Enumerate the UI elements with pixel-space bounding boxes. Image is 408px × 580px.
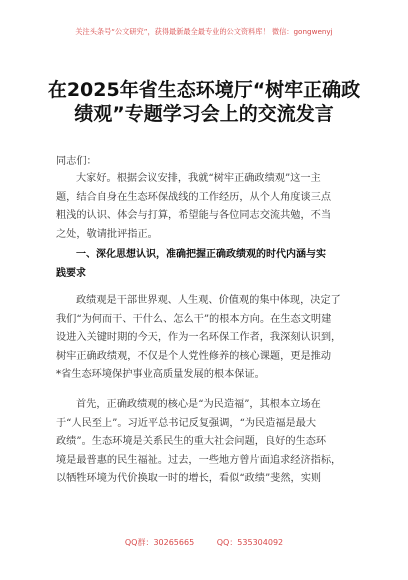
heading-line: 一、深化思想认识，准确把握正确政绩观的时代内涵与实 [76, 249, 326, 260]
text-line: 我们“为何而干、干什么、怎么干”的根本方向。在生态文明建 [56, 313, 332, 325]
intro-paragraph [56, 170, 356, 244]
text-line: 境是最普惠的民生福祉。过去，一些地方曾片面追求经济指标， [56, 454, 342, 466]
text-line: *省生态环境保护事业高质量发展的根本保证。 [56, 369, 265, 381]
text-line: 题，结合自身在生态环保战线的工作经历，从个人角度谈三点 [56, 191, 332, 203]
text-line: 设进入关键时期的今天，作为一名环保工作者，我深刻认识到， [56, 332, 342, 344]
section-heading [56, 246, 356, 283]
text-line: 于“人民至上”。习近平总书记反复强调，“为民造福是最大 [56, 417, 317, 429]
footer-qq-group: QQ群：30265665 [124, 538, 195, 547]
text-line: 大家好。根据会议安排，我就“树牢正确政绩观”这一主 [76, 173, 321, 184]
header-note: 关注头条号“公文研究”，获得最新最全最专业的公文资料库！ 微信：gongwenyj [75, 27, 333, 36]
title-line: 绩观”专题学习会上的交流发言 [74, 103, 334, 125]
paragraph [56, 292, 356, 385]
document-title [40, 78, 368, 126]
footer-qq: QQ：535304092 [216, 538, 284, 547]
text-line: 首先，正确政绩观的核心是“为民造福”，其根本立场在 [76, 399, 321, 410]
text-line: 粗浅的认识、体会与打算，希望能与各位同志交流共勉，不当 [56, 210, 332, 222]
text-line: 之处，敬请批评指正。 [56, 228, 158, 240]
footer-contact [0, 537, 408, 548]
text-line: 政绩”。生态环境是关系民生的重大社会问题，良好的生态环 [56, 436, 327, 448]
text-line: 树牢正确政绩观，不仅是个人党性修养的核心课题，更是推动 [56, 350, 332, 362]
text-line: 以牺牲环境为代价换取一时的增长，看似“政绩”斐然，实则 [56, 473, 322, 485]
title-line: 在2025年省生态环境厅“树牢正确政 [47, 79, 361, 101]
text-line: 政绩观是干部世界观、人生观、价值观的集中体现，决定了 [76, 295, 341, 306]
heading-line: 践要求 [56, 267, 86, 279]
paragraph [56, 396, 356, 489]
greeting: 同志们： [56, 156, 97, 167]
